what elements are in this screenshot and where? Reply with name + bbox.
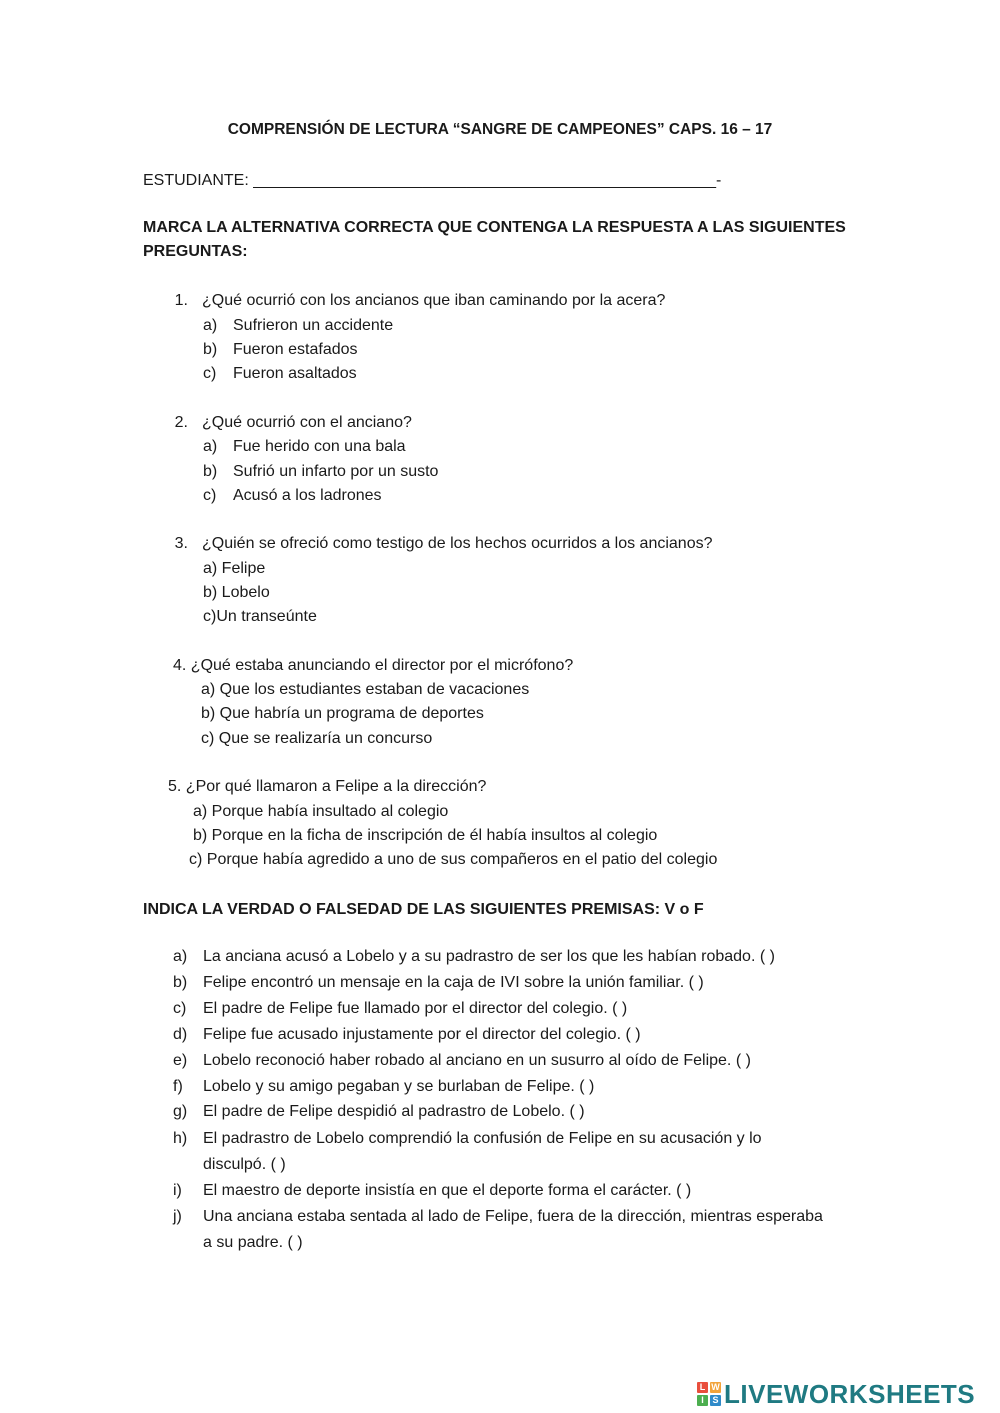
premise-text: El padre de Felipe despidió al padrastro de Lobelo. ( ): [203, 1103, 585, 1120]
premise-letter: e): [173, 1052, 188, 1069]
premise-text: Lobelo reconoció haber robado al anciano en un susurro al oído de Felipe. ( ): [203, 1052, 751, 1069]
option-text: a) Porque había insultado al colegio: [193, 803, 449, 820]
question-text: 4. ¿Qué estaba anunciando el director por el micrófono?: [173, 657, 574, 674]
option-text: Sufrió un infarto por un susto: [233, 463, 439, 480]
section1-heading-line1: MARCA LA ALTERNATIVA CORRECTA QUE CONTENGA LA RESPUESTA A LAS SIGUIENTES: [143, 219, 846, 236]
premise-text: El padrastro de Lobelo comprendió la confusión de Felipe en su acusación y lo: [203, 1130, 762, 1147]
section2-heading: INDICA LA VERDAD O FALSEDAD DE LAS SIGUIENTES PREMISAS: V o F: [143, 901, 704, 918]
premise-letter: d): [173, 1026, 188, 1043]
logo-cell: L: [697, 1382, 708, 1393]
premise-letter: j): [173, 1208, 182, 1225]
logo-cell: I: [697, 1395, 708, 1406]
premise-text: Lobelo y su amigo pegaban y se burlaban de Felipe. ( ): [203, 1078, 595, 1095]
premise-text: El maestro de deporte insistía en que el deporte forma el carácter. ( ): [203, 1182, 692, 1199]
question-number: 3.: [174, 535, 188, 552]
logo-cell: W: [711, 1382, 720, 1392]
option-text: a) Felipe: [203, 560, 266, 577]
premise-letter: i): [173, 1182, 182, 1199]
option-letter: a): [203, 438, 218, 455]
premise-letter: f): [173, 1078, 183, 1095]
option-text: b) Porque en la ficha de inscripción de él había insultos al colegio: [193, 827, 658, 844]
option-text: c)Un transeúnte: [203, 608, 317, 625]
premise-text: Felipe fue acusado injustamente por el director del colegio. ( ): [203, 1026, 641, 1043]
option-text: Acusó a los ladrones: [233, 487, 382, 504]
option-text: c) Que se realizaría un concurso: [201, 730, 433, 747]
question-text: 5. ¿Por qué llamaron a Felipe a la dirección?: [168, 778, 487, 795]
option-letter: c): [203, 487, 217, 504]
premise-letter: h): [173, 1130, 188, 1147]
premise-text: Felipe encontró un mensaje en la caja de IVI sobre la unión familiar. ( ): [203, 974, 704, 991]
question-number: 2.: [174, 414, 188, 431]
option-letter: a): [203, 317, 218, 334]
option-text: Fue herido con una bala: [233, 438, 406, 455]
option-text: Sufrieron un accidente: [233, 317, 394, 334]
premise-text: La anciana acusó a Lobelo y a su padrastro de ser los que les habían robado. ( ): [203, 948, 775, 965]
student-line: [143, 169, 721, 193]
premise-letter: g): [173, 1103, 188, 1120]
student-name-blank: ____________________________________________________-: [253, 172, 722, 189]
question-text: ¿Qué ocurrió con el anciano?: [202, 414, 412, 431]
student-label: ESTUDIANTE:: [143, 172, 249, 189]
premise-letter: c): [173, 1000, 187, 1017]
premise-text: El padre de Felipe fue llamado por el director del colegio. ( ): [203, 1000, 628, 1017]
section1-heading-line2: PREGUNTAS:: [143, 243, 248, 260]
liveworksheets-logo: [697, 1380, 975, 1408]
option-letter: c): [203, 365, 217, 382]
option-text: Fueron asaltados: [233, 365, 357, 382]
option-text: c) Porque había agredido a uno de sus compañeros en el patio del colegio: [189, 851, 718, 868]
option-text: b) Lobelo: [203, 584, 270, 601]
premise-text-continued: disculpó. ( ): [203, 1156, 286, 1173]
option-letter: b): [203, 341, 218, 358]
premise-letter: b): [173, 974, 188, 991]
option-text: b) Que habría un programa de deportes: [201, 705, 484, 722]
question-number: 1.: [174, 292, 188, 309]
premise-text-continued: a su padre. ( ): [203, 1234, 303, 1251]
question-text: ¿Qué ocurrió con los ancianos que iban caminando por la acera?: [202, 292, 666, 309]
logo-text: LIVEWORKSHEETS: [724, 1378, 976, 1409]
premise-text: Una anciana estaba sentada al lado de Felipe, fuera de la dirección, mientras esperaba: [203, 1208, 823, 1225]
logo-cell: S: [710, 1395, 721, 1406]
premise-letter: a): [173, 948, 188, 965]
logo-icon: [697, 1382, 721, 1406]
option-text: Fueron estafados: [233, 341, 358, 358]
question-text: ¿Quién se ofreció como testigo de los hechos ocurridos a los ancianos?: [202, 535, 713, 552]
option-letter: b): [203, 463, 218, 480]
page-title: COMPRENSIÓN DE LECTURA “SANGRE DE CAMPEONES” CAPS. 16 – 17: [227, 121, 773, 138]
option-text: a) Que los estudiantes estaban de vacaciones: [201, 681, 530, 698]
